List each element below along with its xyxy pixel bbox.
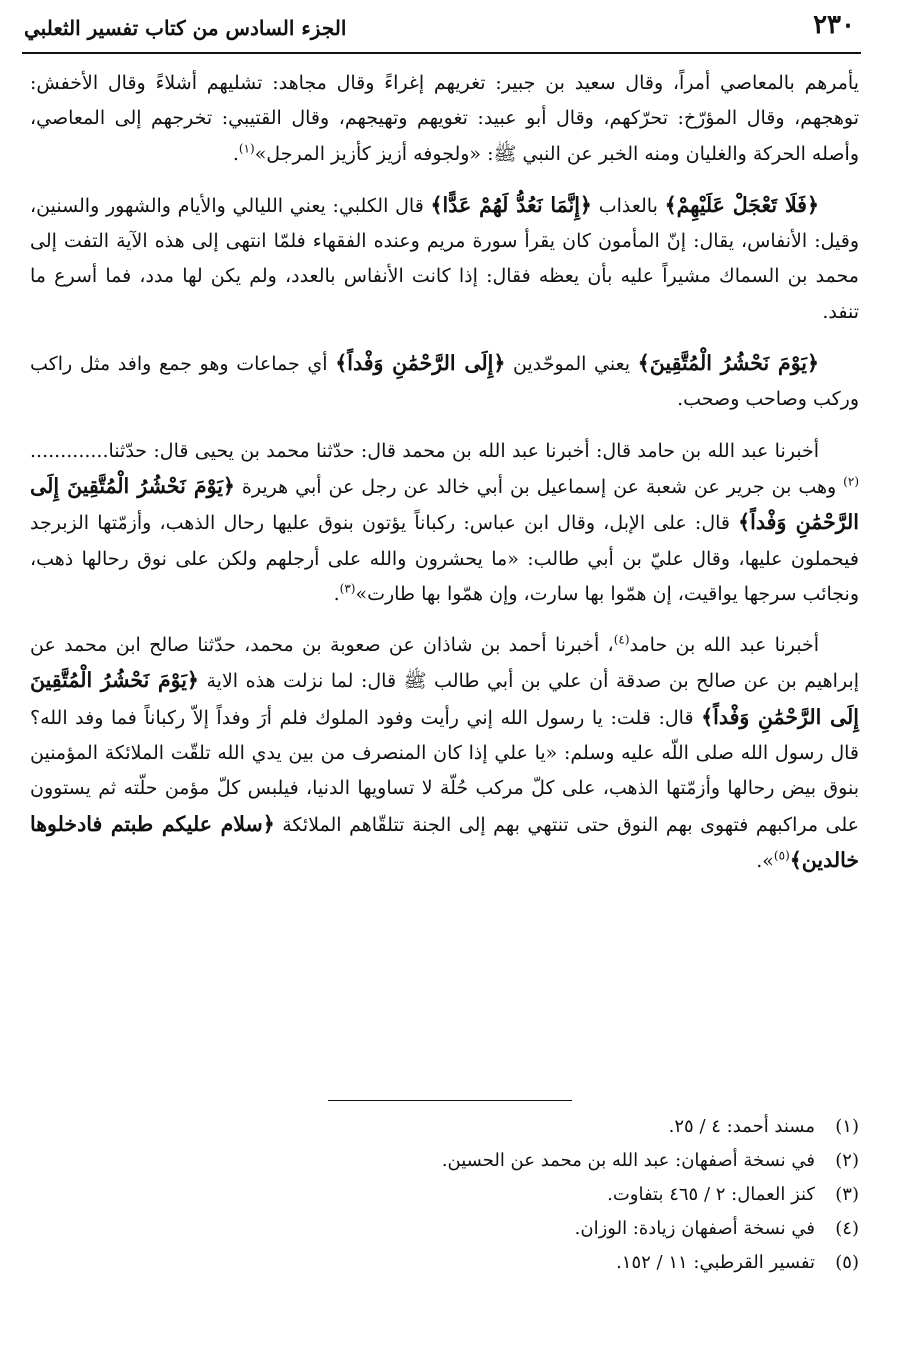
quran-verse: ﴿سلام عليكم طبتم فادخلوها خالدين﴾ <box>30 811 859 872</box>
quran-verse: ﴿إِنَّمَا نَعُدُّ لَهُمْ عَدًّا﴾ <box>430 192 592 217</box>
quran-verse: ﴿يَوْمَ نَحْشُرُ الْمُتَّقِينَ﴾ <box>637 351 819 376</box>
footnote-text: في نسخة أصفهان: عبد الله بن محمد عن الحسين. <box>441 1150 815 1171</box>
paragraph-text: قال: قلت: يا رسول الله إني رأيت وفود الملوك فلم أرَ وفداً إلاّ ركباناً فما وفد الله؟ قال رسول الله صلى اللّه عليه وسلم: «يا علي إذا كان المنصرف من بين يدي الله تلقّت الملائكة المؤمنين بنوق بيض رحالها وأزمّتها الذهب، على كلّ مركب حُلّة لا تساويها الدنيا، فيلبس كلّ مؤمن حلّته ثم يستوون على مراكبهم فتهوى بهم النوق حتى تنتهي بهم إلى الجنة تتلقّاهم الملائكة <box>30 706 859 836</box>
footnote-text: مسند أحمد: ٤ / ٢٥. <box>668 1116 815 1137</box>
paragraph-5 <box>30 628 859 879</box>
paragraph-1 <box>30 66 859 172</box>
paragraph-text: يعني الموحّدين <box>505 353 638 376</box>
paragraph-text: قال الكلبي: يعني الليالي والأيام والشهور والسنين، وقيل: الأنفاس، يقال: إنّ المأمون كان يقرأ سورة مريم وعنده الفقهاء فلمّا انتهى إلى هذه الآية التفت إلى محمد بن السماك مشيراً عليه بأن يعظه فقال: إذا كانت الأنفاس بالعدد، ولم يكن لها مدد، فما أسرع ما تنفد. <box>30 194 859 323</box>
footnote-ref: (٤) <box>613 632 630 647</box>
footnotes <box>30 1110 859 1280</box>
footnote-number: (١) <box>835 1116 859 1137</box>
quran-verse: ﴿إِلَى الرَّحْمَٰنِ وَفْداً﴾ <box>335 351 506 376</box>
paragraph-3 <box>30 346 859 418</box>
paragraph-text: أي جماعات وهو جمع وافد مثل راكب وركب وصاحب وصحب. <box>30 353 859 411</box>
paragraph-text: . <box>333 582 340 605</box>
paragraph-4 <box>30 434 859 612</box>
page-header <box>22 8 861 52</box>
footnote-rule <box>328 1100 572 1101</box>
running-title: الجزء السادس من كتاب تفسير الثعلبي <box>24 16 347 40</box>
footnote-number: (٢) <box>835 1150 859 1171</box>
footnote-ref: (٥) <box>773 848 790 863</box>
paragraph-text: بالعذاب <box>591 194 665 217</box>
footnote-ref: (١) <box>238 141 255 156</box>
paragraph-text: وهب بن جرير عن شعبة عن إسماعيل بن أبي خالد عن رجل عن أبي هريرة <box>234 475 844 498</box>
quran-verse: ﴿فَلَا تَعْجَلْ عَلَيْهِمْ﴾ <box>664 192 819 217</box>
quran-verse: ﴿يَوْمَ نَحْشُرُ الْمُتَّقِينَ إِلَى الرَّحْمَٰنِ وَفْداً﴾ <box>30 473 859 535</box>
paragraph-text: قال: على الإبل، وقال ابن عباس: ركباناً يؤتون بنوق عليها رحال الذهب، وأزمّتها الزبرجد فيحملون عليها، وقال عليّ بن أبي طالب: «ما يحشرون والله على أرجلهم ولكن على نوق رحالها ذهب، ونجائب سرجها يواقيت، إن همّوا بها سارت، وإن همّوا بها طارت» <box>30 512 859 605</box>
footnote-1 <box>30 1110 859 1144</box>
paragraph-text: أخبرنا عبد الله بن حامد قال: أخبرنا عبد الله بن محمد قال: حدّثنا محمد بن يحيى قال: حدّثنا............. <box>30 439 819 462</box>
footnote-text: في نسخة أصفهان زيادة: الوزان. <box>574 1218 815 1239</box>
footnote-ref: (٣) <box>339 581 356 596</box>
page-body <box>30 66 859 895</box>
header-rule <box>22 52 861 54</box>
footnote-ref: (٢) <box>843 474 859 489</box>
paragraph-text: ». <box>756 849 774 872</box>
paragraph-text: ، أخبرنا أحمد بن شاذان عن صعوبة بن محمد، حدّثنا صالح ابن محمد عن إبراهيم بن عن صالح بن صدقة أن علي بن أبي طالب ﷺ قال: لما نزلت هذه الاية <box>30 634 860 693</box>
footnote-2 <box>30 1144 859 1178</box>
footnote-4 <box>30 1212 859 1246</box>
paragraph-text: . <box>232 142 239 165</box>
footnote-text: تفسير القرطبي: ١١ / ١٥٢. <box>616 1252 815 1273</box>
footnote-number: (٤) <box>835 1218 859 1239</box>
paragraph-text: يأمرهم بالمعاصي أمراً، وقال سعيد بن جبير: تغريهم إغراءً وقال مجاهد: تشليهم أشلاءً وقال الأخفش: توهجهم، وقال المؤرّخ: تحرّكهم، وقال أبو عبيد: تغويهم وتهيجهم، وقال القتيبي: تخرجهم إلى المعاصي، وأصله الحركة والغليان ومنه الخبر عن النبي ﷺ: «ولجوفه أزيز كأزيز المرجل» <box>30 72 859 165</box>
quran-verse: ﴿يَوْمَ نَحْشُرُ الْمُتَّقِينَ إِلَى الرَّحْمَٰنِ وَفْداً﴾ <box>30 668 859 729</box>
page-number: ٢٣٠ <box>813 10 855 40</box>
footnote-3 <box>30 1178 859 1212</box>
paragraph-2 <box>30 188 859 330</box>
footnote-number: (٣) <box>835 1184 859 1205</box>
footnote-5 <box>30 1246 859 1280</box>
paragraph-text: أخبرنا عبد الله بن حامد <box>629 634 819 657</box>
footnote-text: كنز العمال: ٢ / ٤٦٥ بتفاوت. <box>607 1184 815 1205</box>
footnote-number: (٥) <box>835 1252 859 1273</box>
